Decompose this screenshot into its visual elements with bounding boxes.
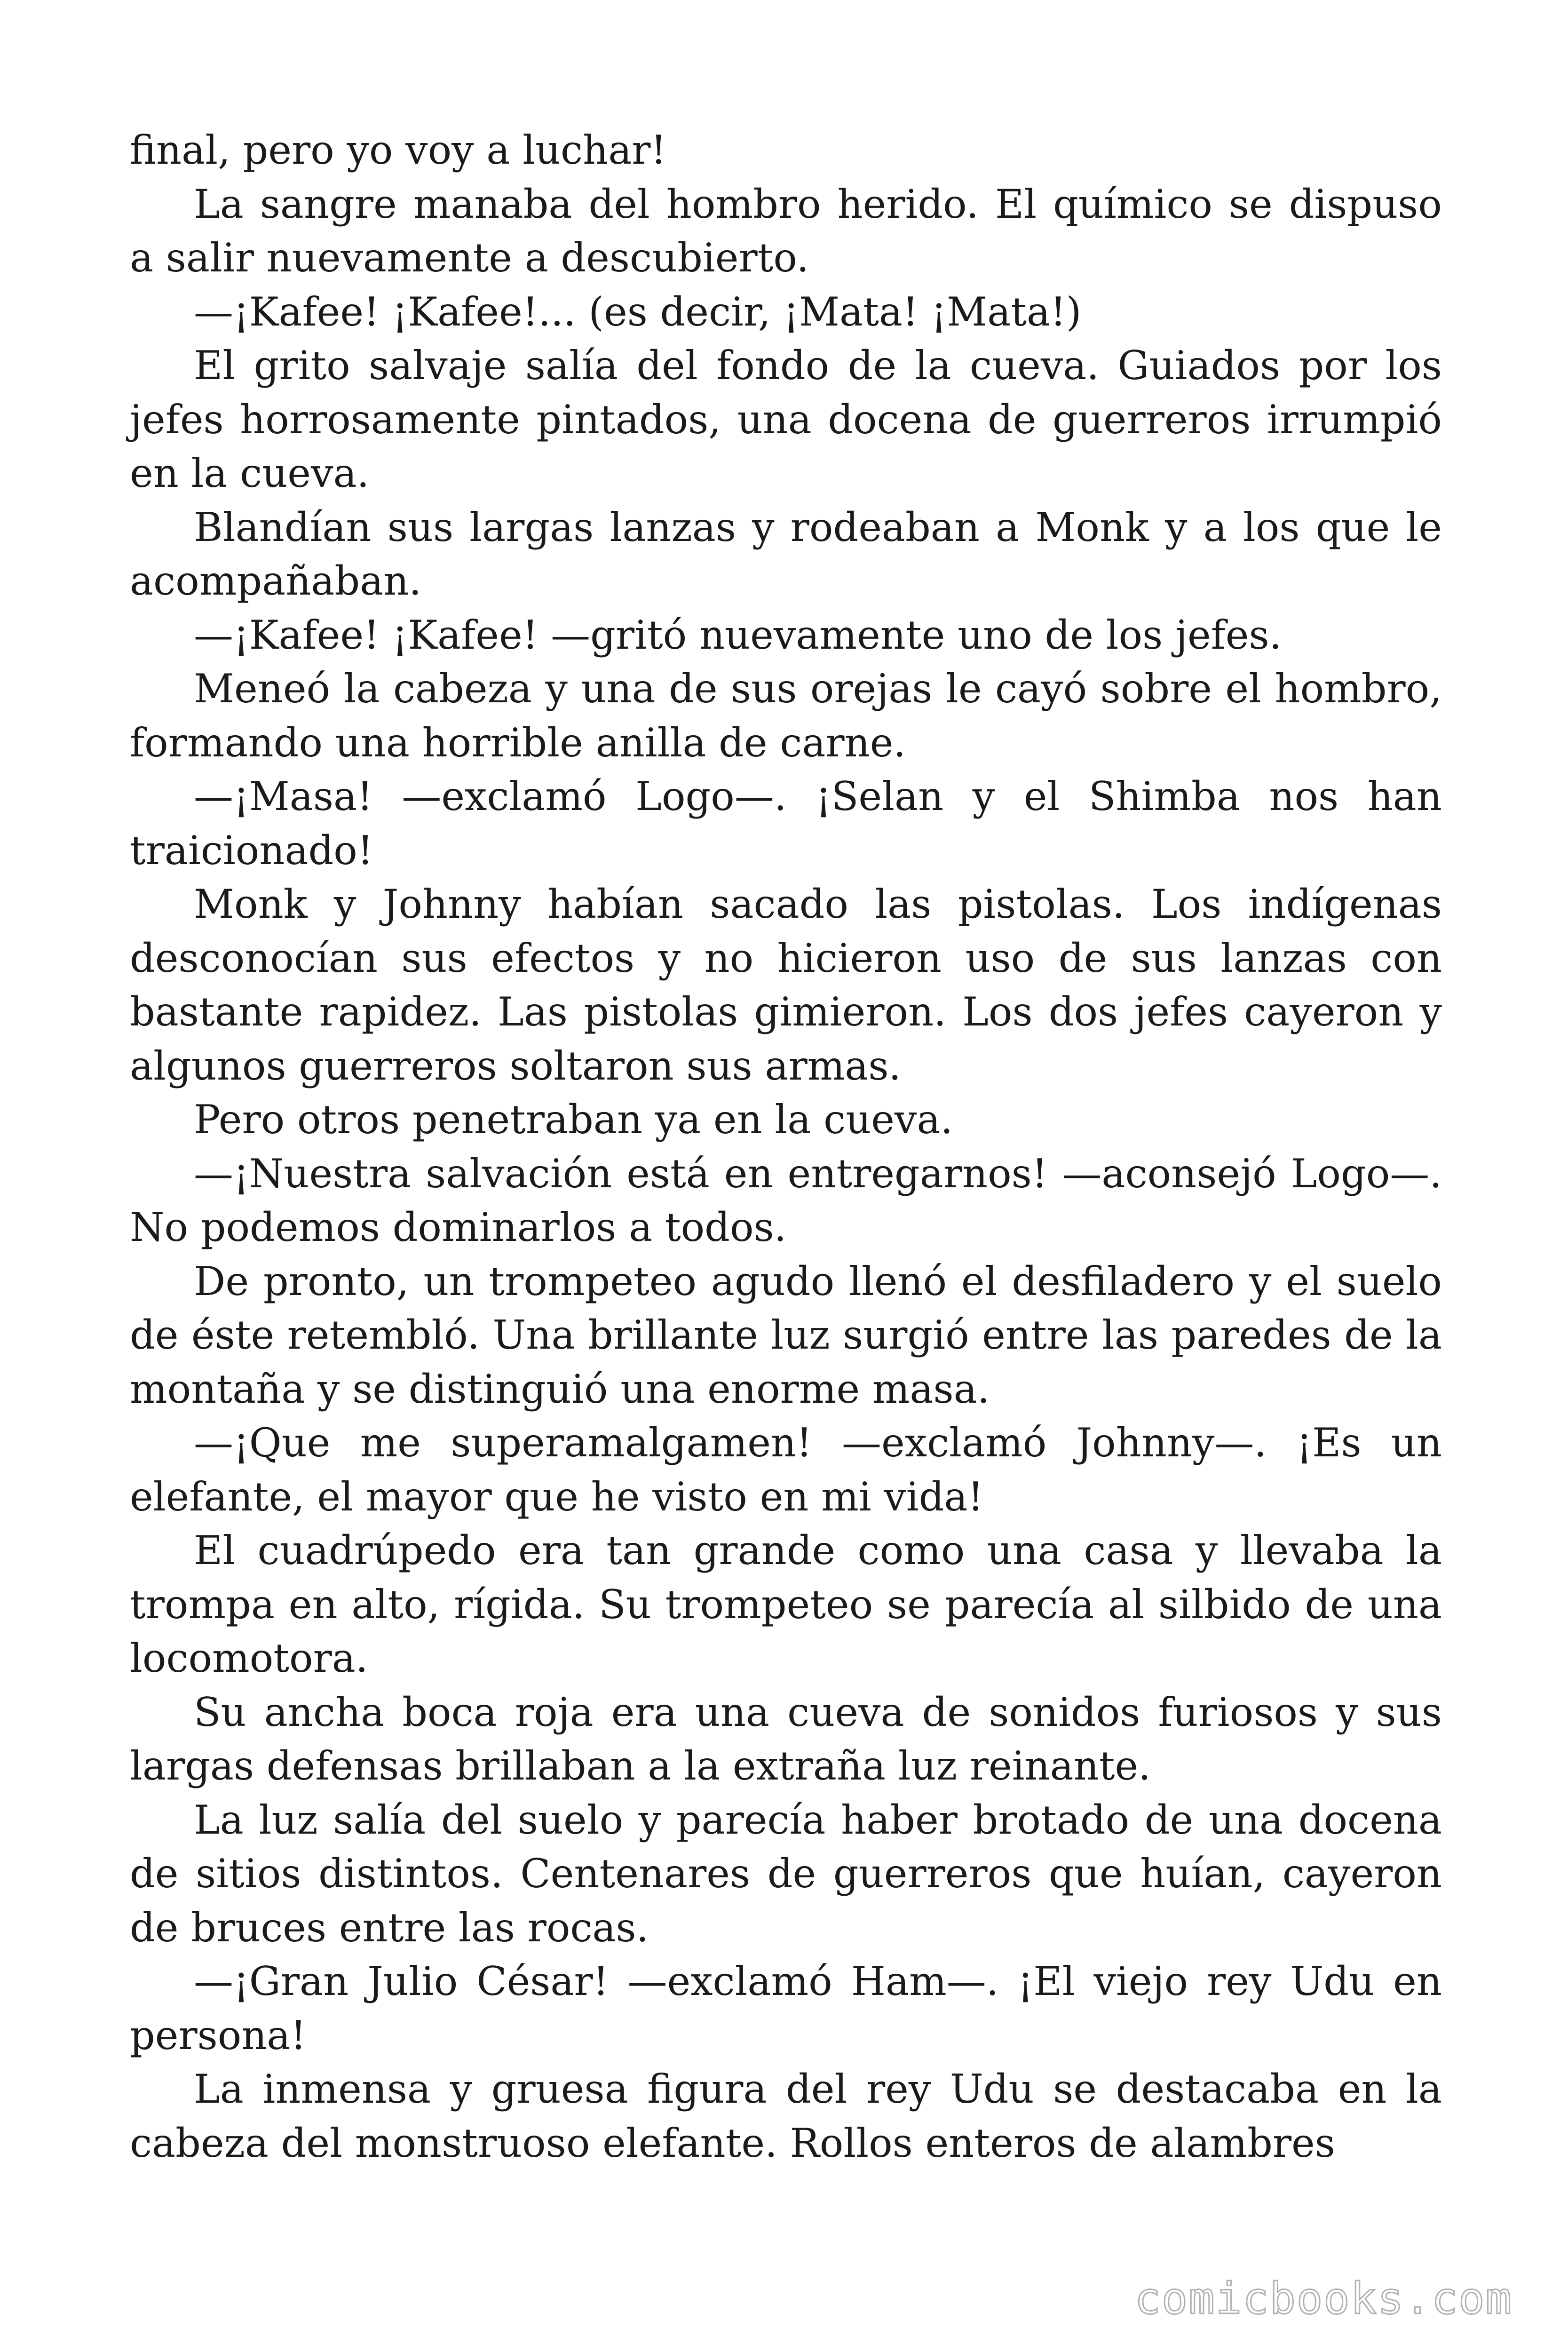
paragraph: Blandían sus largas lanzas y rodeaban a Monk y a los que le acompañaban. xyxy=(130,504,1442,604)
paragraph: Pero otros penetraban ya en la cueva. xyxy=(194,1097,953,1143)
watermark-logo: comicbooks.com xyxy=(1134,2273,1513,2324)
paragraph: —¡Masa! —exclamó Logo—. ¡Selan y el Shimba nos han traicionado! xyxy=(130,773,1442,874)
paragraph: —¡Gran Julio César! —exclamó Ham—. ¡El viejo rey Udu en persona! xyxy=(130,1958,1442,2058)
body-text xyxy=(130,123,1442,2170)
paragraph: La sangre manaba del hombro herido. El químico se dispuso a salir nuevamente a descubierto. xyxy=(130,181,1442,281)
paragraph: La inmensa y gruesa figura del rey Udu se destacaba en la cabeza del monstruoso elefante. Rollos enteros de alambres xyxy=(130,2066,1442,2166)
paragraph: La luz salía del suelo y parecía haber brotado de una docena de sitios distintos. Centenares de guerreros que huían, cayeron de bruces entre las rocas. xyxy=(130,1796,1442,1951)
paragraph: Su ancha boca roja era una cueva de sonidos furiosos y sus largas defensas brillaban a la extraña luz reinante. xyxy=(130,1689,1442,1789)
paragraph: Meneó la cabeza y una de sus orejas le cayó sobre el hombro, formando una horrible anilla de carne. xyxy=(130,666,1442,766)
paragraph: —¡Que me superamalgamen! —exclamó Johnny—. ¡Es un elefante, el mayor que he visto en mi vida! xyxy=(130,1420,1442,1520)
paragraph: final, pero yo voy a luchar! xyxy=(130,127,667,173)
paragraph: El cuadrúpedo era tan grande como una casa y llevaba la trompa en alto, rígida. Su trompeteo se parecía al silbido de una locomotora. xyxy=(130,1527,1442,1681)
paragraph: De pronto, un trompeteo agudo llenó el desfiladero y el suelo de éste retembló. Una brillante luz surgió entre las paredes de la montaña y se distinguió una enorme masa. xyxy=(130,1258,1442,1412)
paragraph: El grito salvaje salía del fondo de la cueva. Guiados por los jefes horrosamente pintados, una docena de guerreros irrumpió en la cueva. xyxy=(130,342,1442,496)
paragraph: —¡Kafee! ¡Kafee!... (es decir, ¡Mata! ¡Mata!) xyxy=(194,288,1082,335)
paragraph: —¡Kafee! ¡Kafee! —gritó nuevamente uno de los jefes. xyxy=(194,612,1282,658)
paragraph: —¡Nuestra salvación está en entregarnos! —aconsejó Logo—. No podemos dominarlos a todos. xyxy=(130,1150,1442,1250)
paragraph: Monk y Johnny habían sacado las pistolas. Los indígenas desconocían sus efectos y no hicieron uso de sus lanzas con bastante rapidez. Las pistolas gimieron. Los dos jefes cayeron y algunos guerreros soltaron sus armas. xyxy=(130,881,1442,1089)
